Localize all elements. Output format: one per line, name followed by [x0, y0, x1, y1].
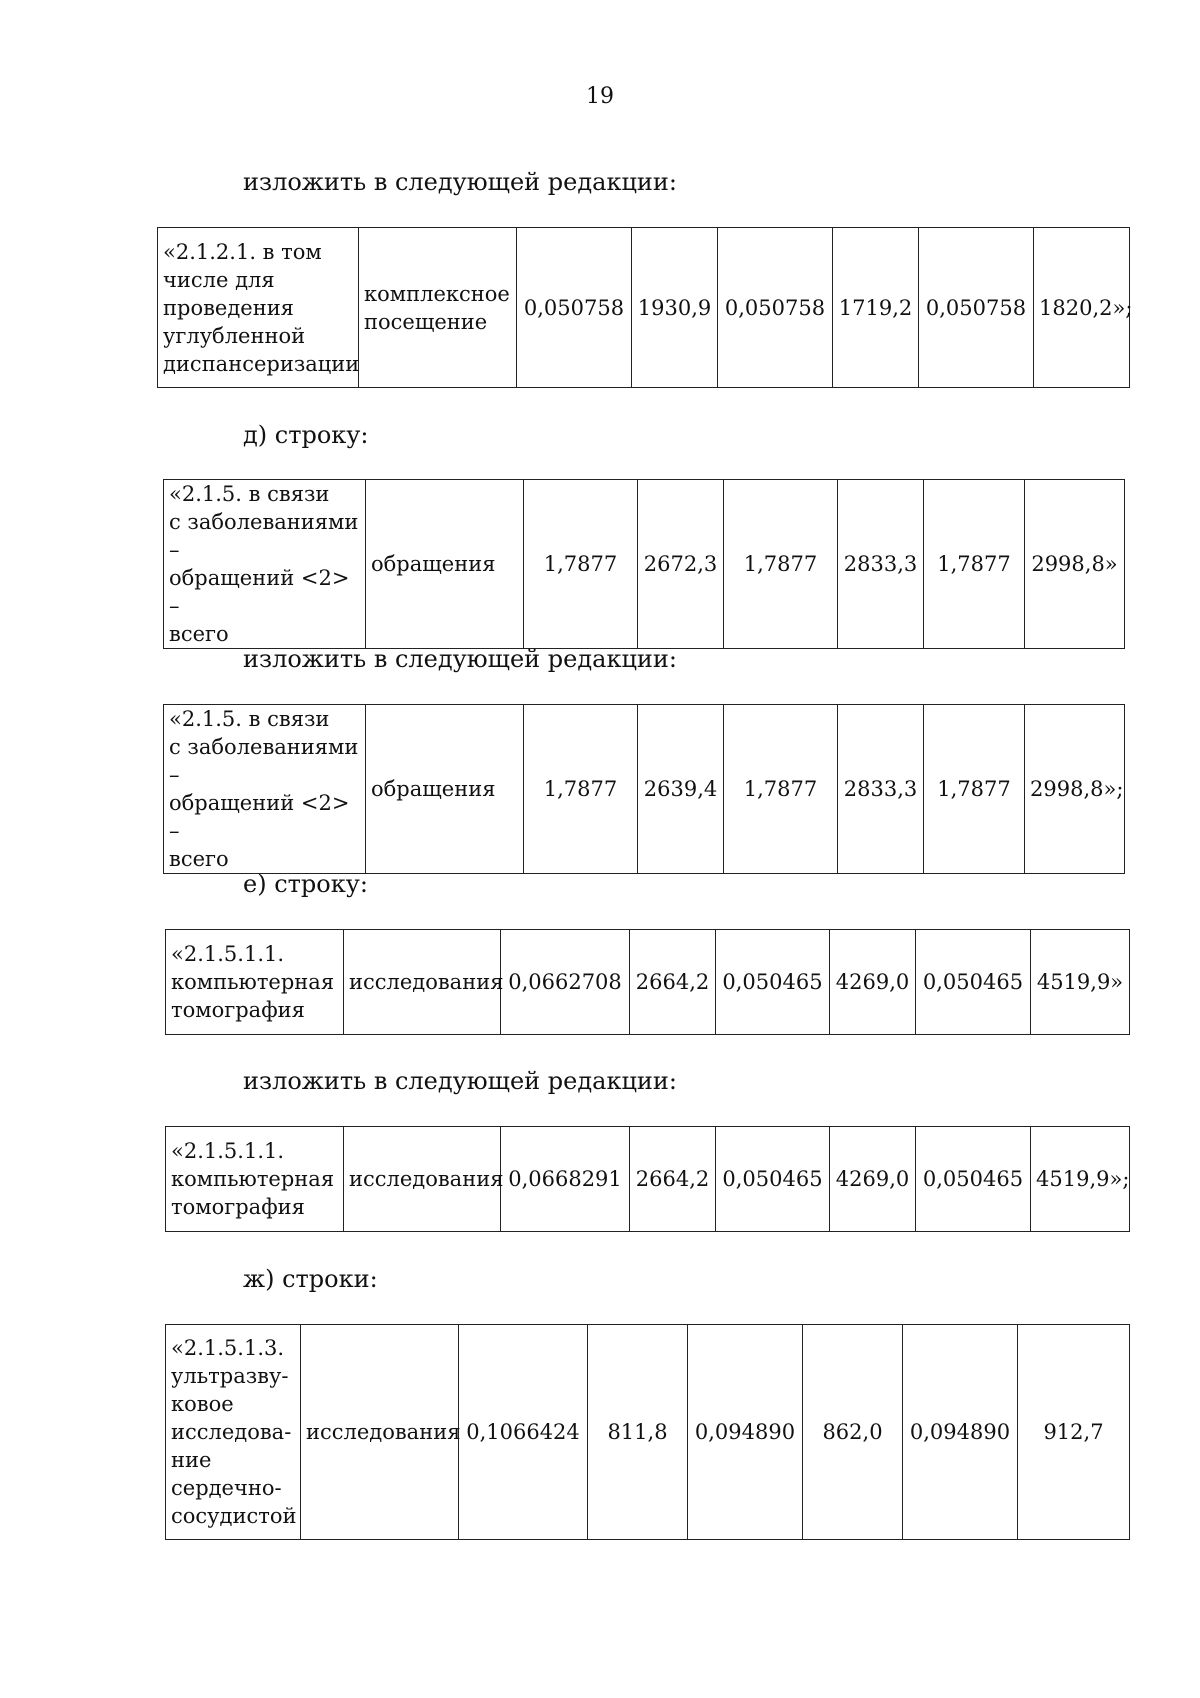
paragraph-row-label: д) строку:	[243, 421, 369, 449]
value-cell: 0,050465	[916, 1127, 1031, 1232]
value-cell: 0,050465	[716, 1127, 830, 1232]
value-cell: 2664,2	[630, 930, 716, 1035]
paragraph-edit-instruction: изложить в следующей редакции:	[243, 168, 677, 196]
paragraph-row-label: е) строку:	[243, 870, 368, 898]
value-cell: 0,050758	[919, 228, 1034, 388]
value-cell: 811,8	[588, 1325, 688, 1540]
value-cell: 0,050758	[718, 228, 833, 388]
value-cell: 1719,2	[833, 228, 919, 388]
table-row-2-1-5-1-1-new	[165, 1126, 1130, 1232]
value-cell: 2998,8»	[1025, 480, 1125, 649]
row-name-cell: «2.1.2.1. в том числе для проведения углубленной диспансеризации	[158, 228, 359, 388]
table-row-2-1-2-1	[157, 227, 1133, 388]
value-cell: 0,0662708	[501, 930, 630, 1035]
value-cell: 1820,2»;	[1034, 228, 1130, 388]
value-cell: 2998,8»;	[1025, 705, 1125, 874]
table-row-2-1-5-1-3	[165, 1324, 1130, 1540]
value-cell: 2672,3	[638, 480, 724, 649]
value-cell: 1,7877	[724, 705, 838, 874]
value-cell: 912,7	[1018, 1325, 1130, 1540]
paragraph-rows-label: ж) строки:	[243, 1265, 378, 1293]
value-cell: 1,7877	[524, 705, 638, 874]
value-cell: 0,050465	[716, 930, 830, 1035]
value-cell: 4269,0	[830, 930, 916, 1035]
value-cell: 2833,3	[838, 480, 924, 649]
value-cell: 0,094890	[903, 1325, 1018, 1540]
unit-cell: исследования	[301, 1325, 459, 1540]
row-name-cell: «2.1.5. в связи с заболеваниями – обращений <2> – всего	[164, 480, 366, 649]
value-cell: 1,7877	[724, 480, 838, 649]
unit-cell: обращения	[366, 480, 524, 649]
value-cell: 1930,9	[632, 228, 718, 388]
paragraph-edit-instruction: изложить в следующей редакции:	[243, 645, 677, 673]
table-row-2-1-5-1-1-old	[165, 929, 1130, 1035]
unit-cell: комплексное посещение	[359, 228, 517, 388]
value-cell: 0,1066424	[459, 1325, 588, 1540]
value-cell: 1,7877	[524, 480, 638, 649]
value-cell: 2639,4	[638, 705, 724, 874]
value-cell: 1,7877	[924, 480, 1025, 649]
paragraph-edit-instruction: изложить в следующей редакции:	[243, 1067, 677, 1095]
page-number: 19	[586, 84, 614, 109]
table-row-2-1-5-new	[163, 704, 1125, 874]
value-cell: 4519,9»;	[1031, 1127, 1130, 1232]
unit-cell: исследования	[344, 930, 501, 1035]
value-cell: 4269,0	[830, 1127, 916, 1232]
row-name-cell: «2.1.5.1.3. ультразву- ковое исследова- ние сердечно- сосудистой	[166, 1325, 301, 1540]
value-cell: 2664,2	[630, 1127, 716, 1232]
unit-cell: исследования	[344, 1127, 501, 1232]
row-name-cell: «2.1.5. в связи с заболеваниями – обращений <2> – всего	[164, 705, 366, 874]
value-cell: 862,0	[803, 1325, 903, 1540]
value-cell: 0,0668291	[501, 1127, 630, 1232]
value-cell: 4519,9»	[1031, 930, 1130, 1035]
row-name-cell: «2.1.5.1.1. компьютерная томография	[166, 1127, 344, 1232]
value-cell: 0,050465	[916, 930, 1031, 1035]
value-cell: 0,050758	[517, 228, 632, 388]
value-cell: 1,7877	[924, 705, 1025, 874]
value-cell: 2833,3	[838, 705, 924, 874]
unit-cell: обращения	[366, 705, 524, 874]
value-cell: 0,094890	[688, 1325, 803, 1540]
table-row-2-1-5-old	[163, 479, 1125, 649]
row-name-cell: «2.1.5.1.1. компьютерная томография	[166, 930, 344, 1035]
